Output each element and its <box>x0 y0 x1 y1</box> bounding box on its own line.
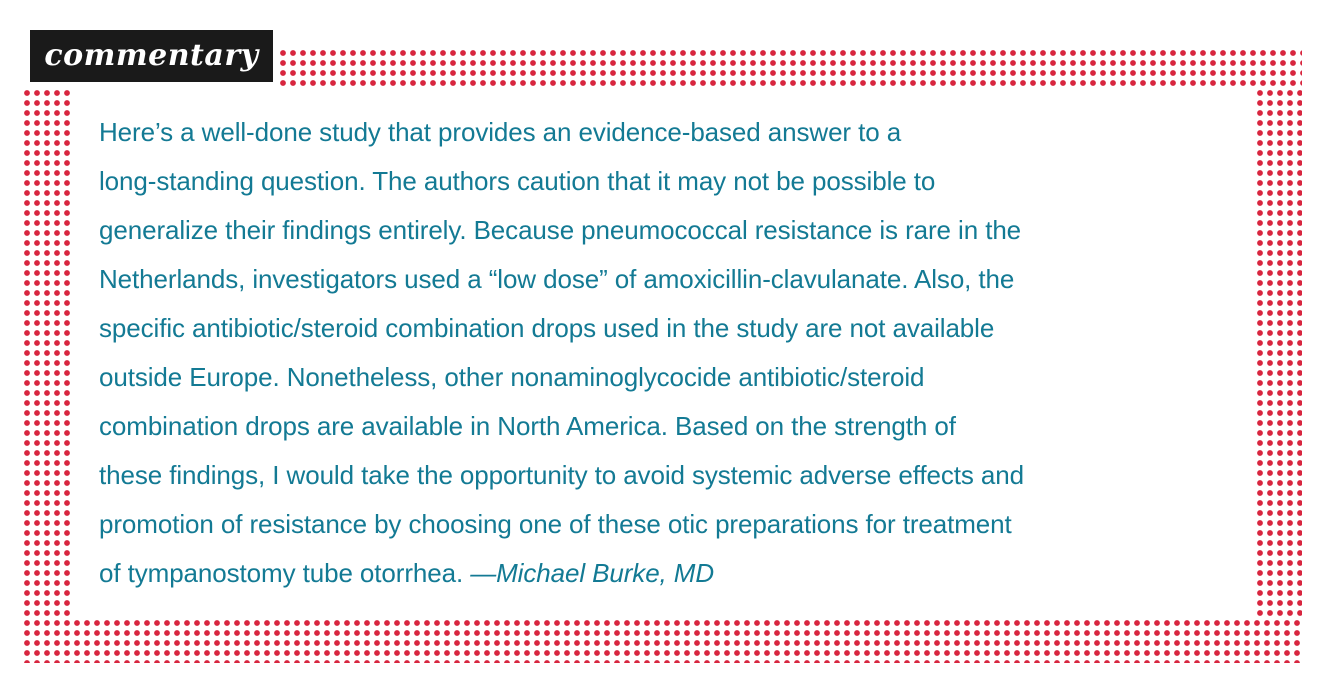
text-line: generalize their findings entirely. Because pneumococcal resistance is rare in the <box>99 215 1022 245</box>
section-label <box>30 30 273 82</box>
dotted-border-top <box>278 48 1302 88</box>
text-line: specific antibiotic/steroid combination drops used in the study are not available <box>99 313 995 343</box>
section-label-text: commentary <box>44 38 259 73</box>
text-line: combination drops are available in North America. Based on the strength of <box>99 411 956 441</box>
text-line: Netherlands, investigators used a “low dose” of amoxicillin-clavulanate. Also, the <box>99 264 1015 294</box>
text-line: these findings, I would take the opportunity to avoid systemic adverse effects and <box>99 460 1024 490</box>
text-line: promotion of resistance by choosing one of these otic preparations for treatment <box>99 509 1012 539</box>
text-line: Here’s a well-done study that provides an evidence-based answer to a <box>99 117 902 147</box>
dotted-border-right <box>1255 88 1302 618</box>
dotted-border-left <box>22 88 70 618</box>
text-line: long-standing question. The authors caution that it may not be possible to <box>99 166 936 196</box>
last-line-text: of tympanostomy tube otorrhea. <box>99 558 471 588</box>
commentary-box <box>82 98 1242 608</box>
commentary-text <box>99 108 1234 598</box>
text-line: outside Europe. Nonetheless, other nonaminoglycocide antibiotic/steroid <box>99 362 925 392</box>
author-signature: —Michael Burke, MD <box>470 558 715 588</box>
dotted-border-bottom <box>22 618 1302 663</box>
text-line-last <box>99 549 1234 598</box>
